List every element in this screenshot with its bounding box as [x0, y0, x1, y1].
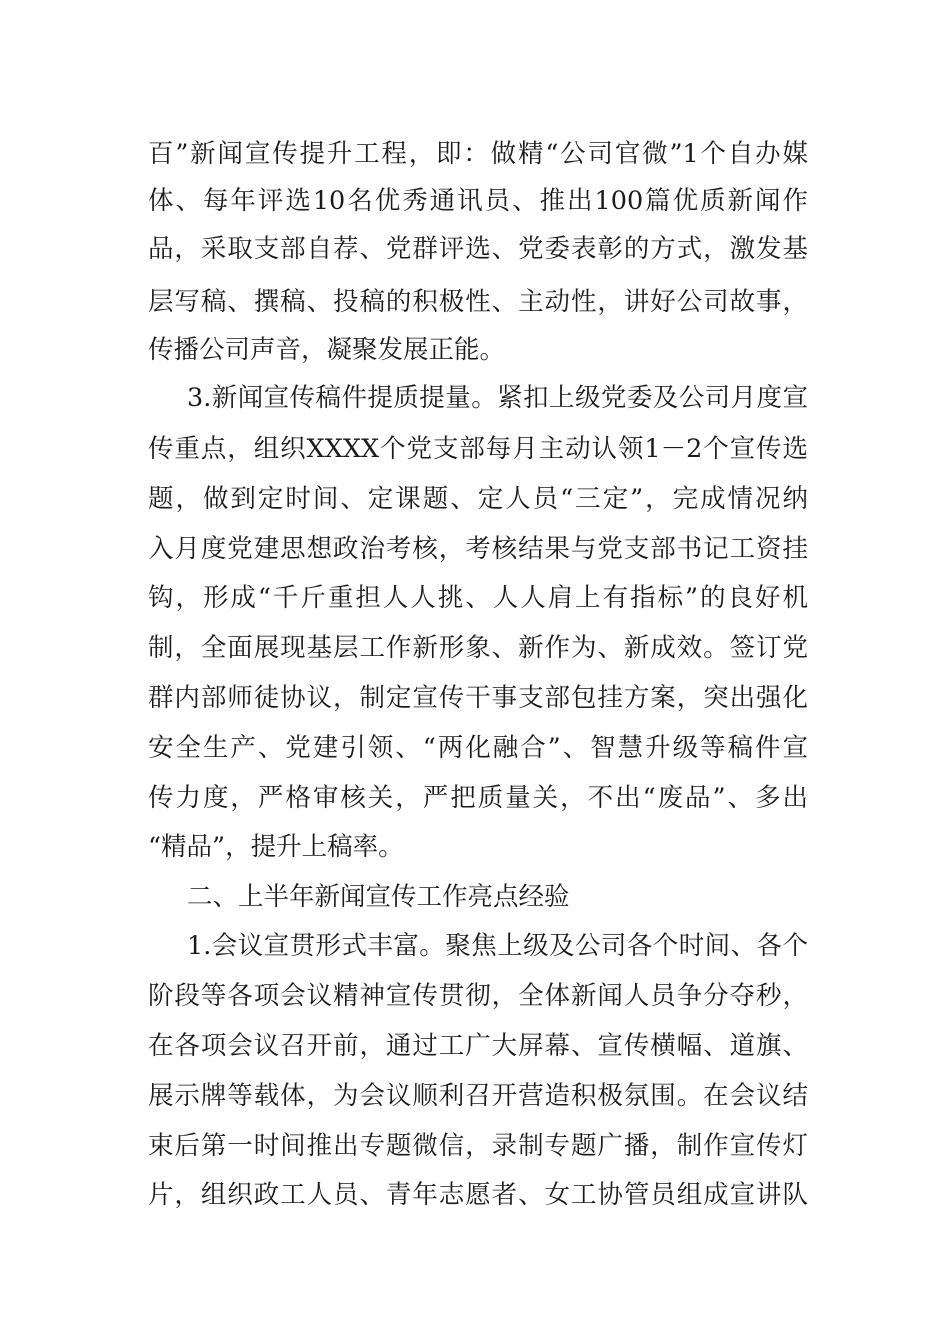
text-line: 安全生产、党建引领、“两化融合”、智慧升级等稿件宣	[148, 733, 808, 763]
text-line: 束后第一时间推出专题微信，录制专题广播，制作宣传灯	[148, 1131, 808, 1161]
text-line: 入月度党建思想政治考核，考核结果与党支部书记工资挂	[148, 534, 808, 564]
text-line: 题，做到定时间、定课题、定人员“三定”，完成情况纳	[148, 484, 808, 514]
text-line: 品，采取支部自荐、党群评选、党委表彰的方式，激发基	[148, 234, 808, 264]
text-line: 体、每年评选10名优秀通讯员、推出100篇优质新闻作	[148, 186, 808, 216]
text-line: 阶段等各项会议精神宣传贯彻，全体新闻人员争分夺秒，	[148, 981, 808, 1011]
text-line: 在各项会议召开前，通过工广大屏幕、宣传横幅、道旗、	[148, 1031, 808, 1061]
text-line: 传力度，严格审核关，严把质量关，不出“废品”、多出	[148, 783, 808, 813]
text-line: 传播公司声音，凝聚发展正能。	[148, 335, 506, 365]
text-line: 展示牌等载体，为会议顺利召开营造积极氛围。在会议结	[148, 1081, 808, 1111]
paragraph-start-line: 3.新闻宣传稿件提质提量。紧扣上级党委及公司月度宣	[187, 383, 808, 413]
text-line: 群内部师徒协议，制定宣传干事支部包挂方案，突出强化	[148, 683, 808, 713]
text-line: 百”新闻宣传提升工程，即：做精“公司官微”1个自办媒	[148, 139, 808, 169]
text-line: “精品”，提升上稿率。	[148, 832, 404, 862]
text-line: 层写稿、撰稿、投稿的积极性、主动性，讲好公司故事，	[148, 287, 808, 317]
text-line: 传重点，组织XXXX个党支部每月主动认领1－2个宣传选	[148, 434, 808, 464]
paragraph-start-line: 1.会议宣贯形式丰富。聚焦上级及公司各个时间、各个	[187, 931, 808, 961]
section-heading: 二、上半年新闻宣传工作亮点经验	[187, 882, 570, 912]
text-line: 钩，形成“千斤重担人人挑、人人肩上有指标”的良好机	[148, 583, 808, 613]
text-line: 制，全面展现基层工作新形象、新作为、新成效。签订党	[148, 633, 808, 663]
text-line: 片，组织政工人员、青年志愿者、女工协管员组成宣讲队	[148, 1180, 808, 1210]
